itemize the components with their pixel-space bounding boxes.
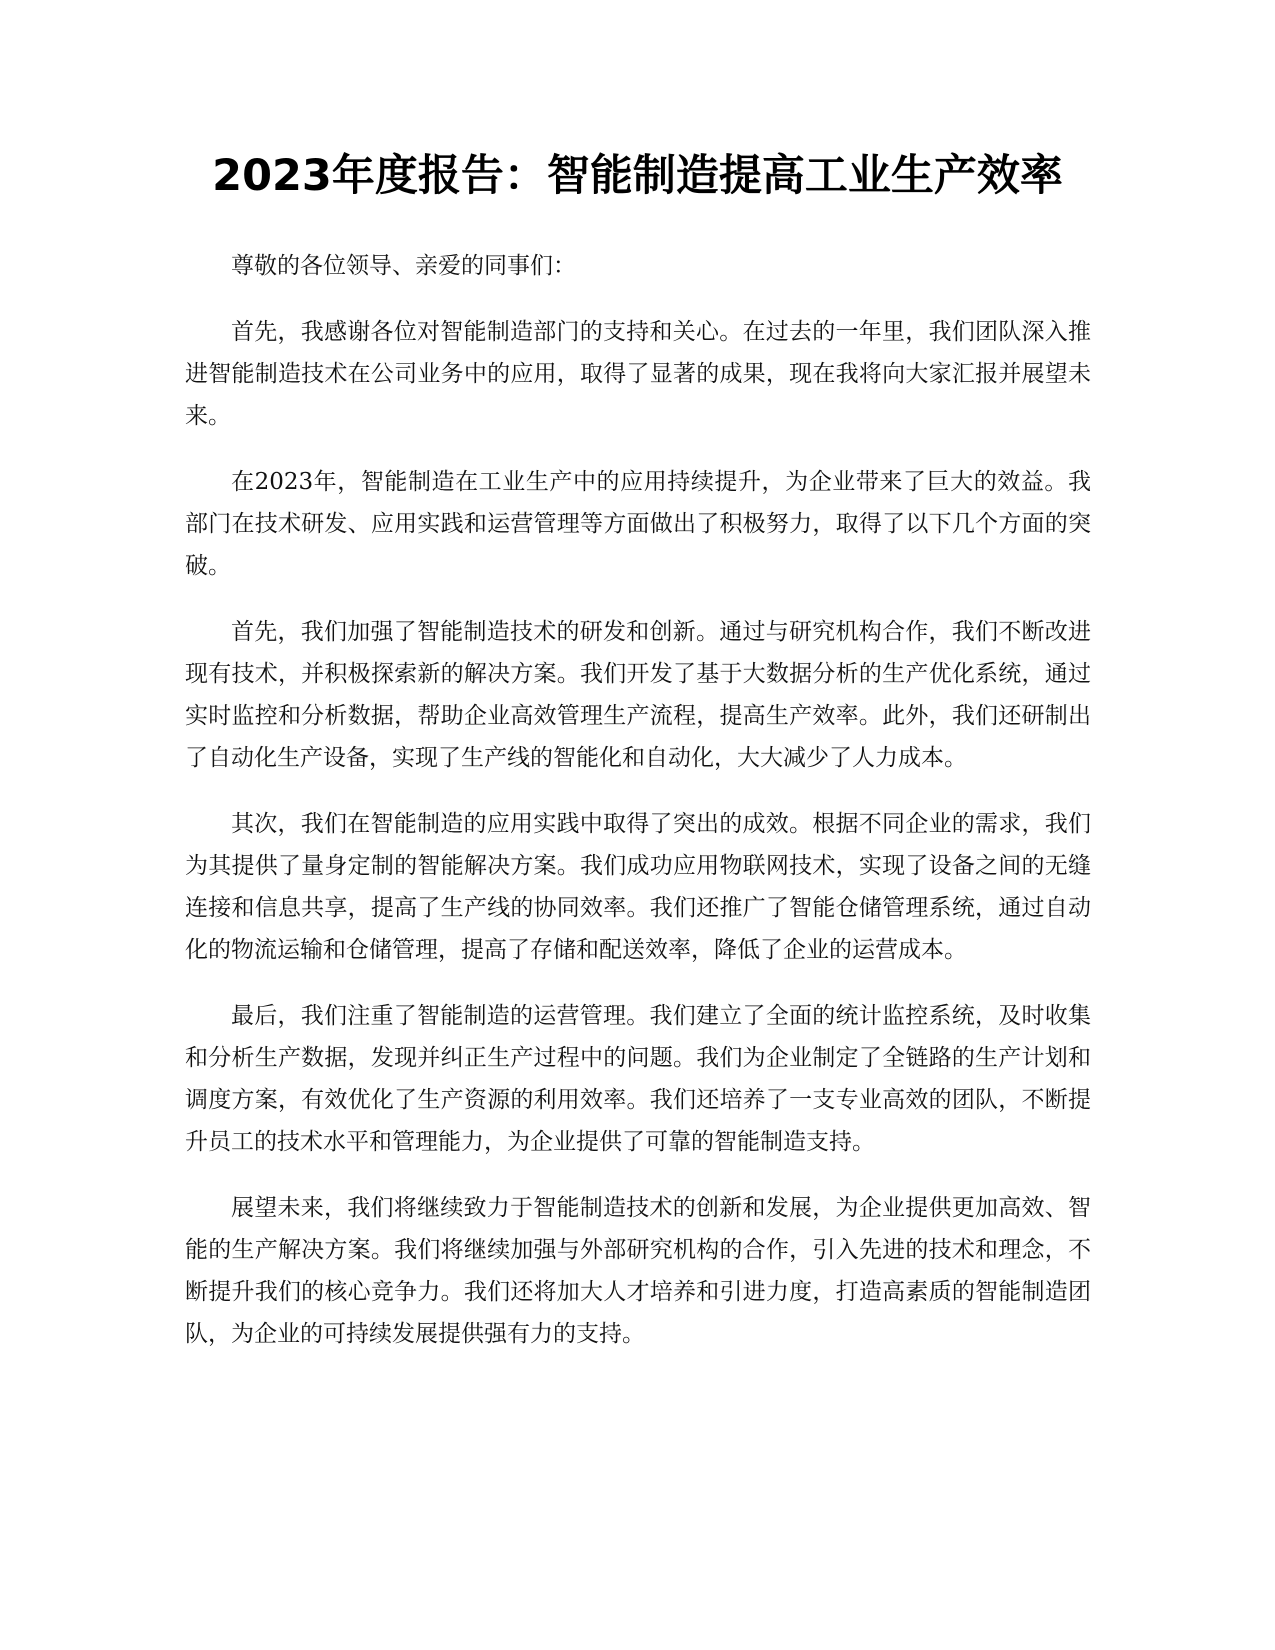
- body-paragraph: 其次，我们在智能制造的应用实践中取得了突出的成效。根据不同企业的需求，我们为其提供了量身定制的智能解决方案。我们成功应用物联网技术，实现了设备之间的无缝连接和信息共享，提高了生产线的协同效率。我们还推广了智能仓储管理系统，通过自动化的物流运输和仓储管理，提高了存储和配送效率，降低了企业的运营成本。: [185, 811, 1091, 963]
- body-paragraph: 最后，我们注重了智能制造的运营管理。我们建立了全面的统计监控系统，及时收集和分析生产数据，发现并纠正生产过程中的问题。我们为企业制定了全链路的生产计划和调度方案，有效优化了生产资源的利用效率。我们还培养了一支专业高效的团队，不断提升员工的技术水平和管理能力，为企业提供了可靠的智能制造支持。: [185, 1003, 1091, 1155]
- document-title: 2023年度报告：智能制造提高工业生产效率: [212, 151, 1063, 201]
- salutation-paragraph: 尊敬的各位领导、亲爱的同事们：: [231, 253, 576, 279]
- body-paragraph: 在2023年，智能制造在工业生产中的应用持续提升，为企业带来了巨大的效益。我部门在技术研发、应用实践和运营管理等方面做出了积极努力，取得了以下几个方面的突破。: [185, 469, 1091, 579]
- body-paragraph: 首先，我们加强了智能制造技术的研发和创新。通过与研究机构合作，我们不断改进现有技术，并积极探索新的解决方案。我们开发了基于大数据分析的生产优化系统，通过实时监控和分析数据，帮助企业高效管理生产流程，提高生产效率。此外，我们还研制出了自动化生产设备，实现了生产线的智能化和自动化，大大减少了人力成本。: [185, 619, 1091, 771]
- document-body: [185, 245, 1091, 1379]
- body-paragraph: 首先，我感谢各位对智能制造部门的支持和关心。在过去的一年里，我们团队深入推进智能制造技术在公司业务中的应用，取得了显著的成果，现在我将向大家汇报并展望未来。: [185, 319, 1091, 429]
- body-paragraph: 展望未来，我们将继续致力于智能制造技术的创新和发展，为企业提供更加高效、智能的生产解决方案。我们将继续加强与外部研究机构的合作，引入先进的技术和理念，不断提升我们的核心竞争力。我们还将加大人才培养和引进力度，打造高素质的智能制造团队，为企业的可持续发展提供强有力的支持。: [185, 1195, 1091, 1347]
